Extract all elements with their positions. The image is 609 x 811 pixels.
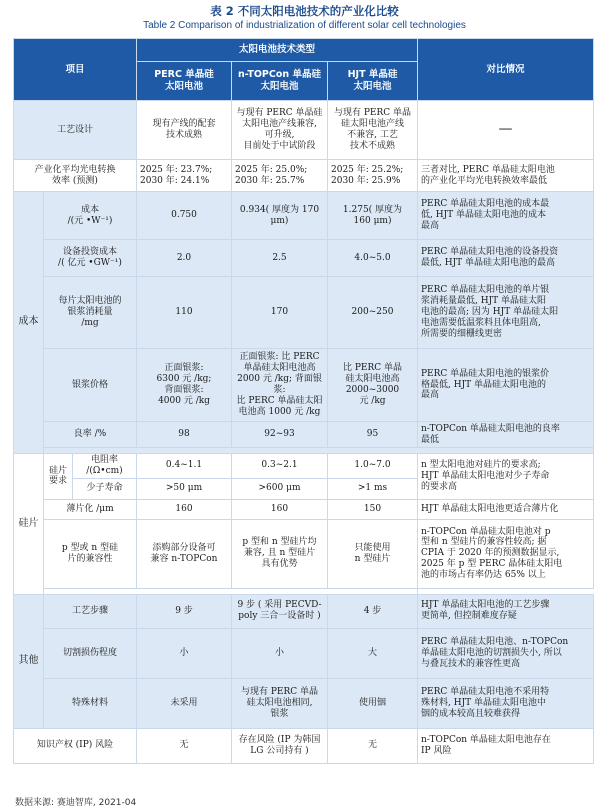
- table-row-cost: [14, 192, 594, 240]
- cell-hjt: 95: [328, 422, 418, 448]
- cell-hjt: 使用铟: [328, 678, 418, 728]
- cell-perc: 9 步: [137, 594, 232, 628]
- cell-perc: 无: [137, 728, 232, 763]
- table-caption-en: Table 2 Comparison of industrialization of different solar cell technologies: [143, 20, 466, 31]
- cell-comparison: n-TOPCon 单晶硅太阳电池对 p 型和 n 型硅片的兼容性较高; 据 CPIA 于 2020 年的预测数据显示, 2025 年 p 型 PERC 晶体硅太阳电 池的市场占有率仍达 65% 以上: [418, 519, 594, 588]
- row-label-equipment: 设备投资成本 /( 亿元 •GW⁻¹): [44, 240, 137, 277]
- cell-hjt: 1.275( 厚度为 160 μm): [328, 192, 418, 240]
- cell-hjt: 比 PERC 单晶 硅太阳电池高 2000~3000 元 /kg: [328, 349, 418, 422]
- cell-comparison: PERC 单晶硅太阳电池的银浆价 格最低, HJT 单晶硅太阳电池的 最高: [418, 349, 594, 422]
- cell-topcon: 正面银浆: 比 PERC 单晶硅太阳电池高 2000 元 /kg; 背面银浆: 比 PERC 单晶硅太阳 电池高 1000 元 /kg: [232, 349, 328, 422]
- cell-topcon: 与现有 PERC 单晶 硅太阳电池相同, 银浆: [232, 678, 328, 728]
- group-label-other: 其他: [14, 594, 44, 728]
- cell-comparison: PERC 单晶硅太阳电池的单片银 浆消耗量最低, HJT 单晶硅太阳 电池的最高; 因为 HJT 单晶硅太阳 电池需要低温浆料且体电阻高, 所需要的细栅线更密: [418, 277, 594, 349]
- cell-perc: 添购部分设备可 兼容 n-TOPCon: [137, 519, 232, 588]
- cell-hjt: 无: [328, 728, 418, 763]
- row-label-thin: 薄片化 /μm: [44, 499, 137, 519]
- row-label-wafer-requirement: 硅片 要求: [44, 454, 73, 500]
- cell-hjt: 200~250: [328, 277, 418, 349]
- table-row-ip: [14, 728, 594, 763]
- cell-hjt: 2025 年: 25.2%; 2030 年: 25.9%: [328, 160, 418, 192]
- cell-comparison: —: [418, 101, 594, 160]
- cell-perc: 现有产线的配套 技术成熟: [137, 101, 232, 160]
- header-comparison: 对比情况: [418, 39, 594, 101]
- cell-perc: 2.0: [137, 240, 232, 277]
- row-label-lifetime: 少子寿命: [73, 478, 137, 499]
- cell-comparison: HJT 单晶硅太阳电池更适合薄片化: [418, 499, 594, 519]
- header-row-1: [14, 39, 594, 62]
- cell-comparison: 三者对比, PERC 单晶硅太阳电池 的产业化平均光电转换效率最低: [418, 160, 594, 192]
- cell-comparison: PERC 单晶硅太阳电池不采用特 殊材料, HJT 单晶硅太阳电池中 铟的成本较高且较难获得: [418, 678, 594, 728]
- cell-topcon: 0.934( 厚度为 170 μm): [232, 192, 328, 240]
- table-row-compat: [14, 519, 594, 588]
- row-label-silver: 每片太阳电池的 银浆消耗量 /mg: [44, 277, 137, 349]
- group-label-cost: 成本: [14, 192, 44, 454]
- row-label-efficiency: 产业化平均光电转换 效率 (预测): [14, 160, 137, 192]
- cell-hjt: 只能使用 n 型硅片: [328, 519, 418, 588]
- cell-comparison: PERC 单晶硅太阳电池的成本最 低, HJT 单晶硅太阳电池的成本 最高: [418, 192, 594, 240]
- cell-topcon: 170: [232, 277, 328, 349]
- cell-topcon: 92~93: [232, 422, 328, 448]
- table-row-material: [14, 678, 594, 728]
- cell-comparison: PERC 单晶硅太阳电池、n-TOPCon 单晶硅太阳电池的切割损失小, 所以 与叠瓦技术的兼容性更高: [418, 628, 594, 678]
- cell-perc: 未采用: [137, 678, 232, 728]
- cell-topcon: 2025 年: 25.0%; 2030 年: 25.7%: [232, 160, 328, 192]
- comparison-table: [13, 38, 594, 764]
- cell-perc: 0.750: [137, 192, 232, 240]
- cell-hjt: 4.0~5.0: [328, 240, 418, 277]
- cell-topcon: 小: [232, 628, 328, 678]
- row-label-damage: 切割损伤程度: [44, 628, 137, 678]
- cell-comparison: n 型太阳电池对硅片的要求高; HJT 单晶硅太阳电池对少子寿命 的要求高: [418, 454, 594, 500]
- cell-comparison: PERC 单晶硅太阳电池的设备投资 最低, HJT 单晶硅太阳电池的最高: [418, 240, 594, 277]
- row-label-steps: 工艺步骤: [44, 594, 137, 628]
- header-hjt: HJT 单晶硅 太阳电池: [328, 62, 418, 101]
- row-label-yield: 良率 /%: [44, 422, 137, 448]
- group-label-wafer: 硅片: [14, 454, 44, 595]
- header-tech-type: 太阳电池技术类型: [137, 39, 418, 62]
- header-item: 项目: [14, 39, 137, 101]
- table-row-thin: [14, 499, 594, 519]
- header-perc: PERC 单晶硅 太阳电池: [137, 62, 232, 101]
- table-caption-cn: 表 2 不同太阳电池技术的产业化比较: [210, 4, 399, 18]
- cell-perc: 0.4~1.1: [137, 454, 232, 479]
- cell-hjt: 1.0~7.0: [328, 454, 418, 479]
- cell-topcon: 0.3~2.1: [232, 454, 328, 479]
- row-label-cost: 成本 /(元 •W⁻¹): [44, 192, 137, 240]
- cell-topcon: 存在风险 (IP 为韩国 LG 公司持有 ): [232, 728, 328, 763]
- cell-perc: 98: [137, 422, 232, 448]
- cell-perc: >50 μm: [137, 478, 232, 499]
- cell-comparison: n-TOPCon 单晶硅太阳电池存在 IP 风险: [418, 728, 594, 763]
- data-source-note: 数据来源: 赛迪智库, 2021-04: [15, 798, 137, 808]
- cell-topcon: 160: [232, 499, 328, 519]
- cell-topcon: p 型和 n 型硅片均 兼容, 且 n 型硅片 具有优势: [232, 519, 328, 588]
- cell-hjt: 大: [328, 628, 418, 678]
- row-label-resistivity: 电阻率 /(Ω•cm): [73, 454, 137, 479]
- cell-hjt: 与现有 PERC 单晶 硅太阳电池产线 不兼容, 工艺 技术不成熟: [328, 101, 418, 160]
- cell-topcon: 与现有 PERC 单晶硅 太阳电池产线兼容, 可升级, 目前处于中试阶段: [232, 101, 328, 160]
- row-label-material: 特殊材料: [44, 678, 137, 728]
- cell-perc: 小: [137, 628, 232, 678]
- cell-perc: 正面银浆: 6300 元 /kg; 背面银浆: 4000 元 /kg: [137, 349, 232, 422]
- cell-perc: 2025 年: 23.7%; 2030 年: 24.1%: [137, 160, 232, 192]
- table-row-resistivity: [14, 454, 594, 479]
- header-topcon: n-TOPCon 单晶硅 太阳电池: [232, 62, 328, 101]
- table-row-process: [14, 101, 594, 160]
- table-row-efficiency: [14, 160, 594, 192]
- table-row-silver: [14, 277, 594, 349]
- table-row-damage: [14, 628, 594, 678]
- cell-hjt: 150: [328, 499, 418, 519]
- cell-perc: 160: [137, 499, 232, 519]
- table-row-yield: [14, 422, 594, 448]
- row-label-compat: p 型或 n 型硅 片的兼容性: [44, 519, 137, 588]
- cell-topcon: >600 μm: [232, 478, 328, 499]
- row-label-silver-price: 银浆价格: [44, 349, 137, 422]
- table-row-silver-price: [14, 349, 594, 422]
- cell-hjt: >1 ms: [328, 478, 418, 499]
- cell-perc: 110: [137, 277, 232, 349]
- cell-hjt: 4 步: [328, 594, 418, 628]
- cell-topcon: 9 步 ( 采用 PECVD- poly 三合一设备时 ): [232, 594, 328, 628]
- cell-topcon: 2.5: [232, 240, 328, 277]
- table-row-steps: [14, 594, 594, 628]
- row-label-process: 工艺设计: [14, 101, 137, 160]
- row-label-ip: 知识产权 (IP) 风险: [14, 728, 137, 763]
- table-row-equipment: [14, 240, 594, 277]
- cell-comparison: n-TOPCon 单晶硅太阳电池的良率 最低: [418, 422, 594, 448]
- cell-comparison: HJT 单晶硅太阳电池的工艺步骤 更简单, 但控制难度存疑: [418, 594, 594, 628]
